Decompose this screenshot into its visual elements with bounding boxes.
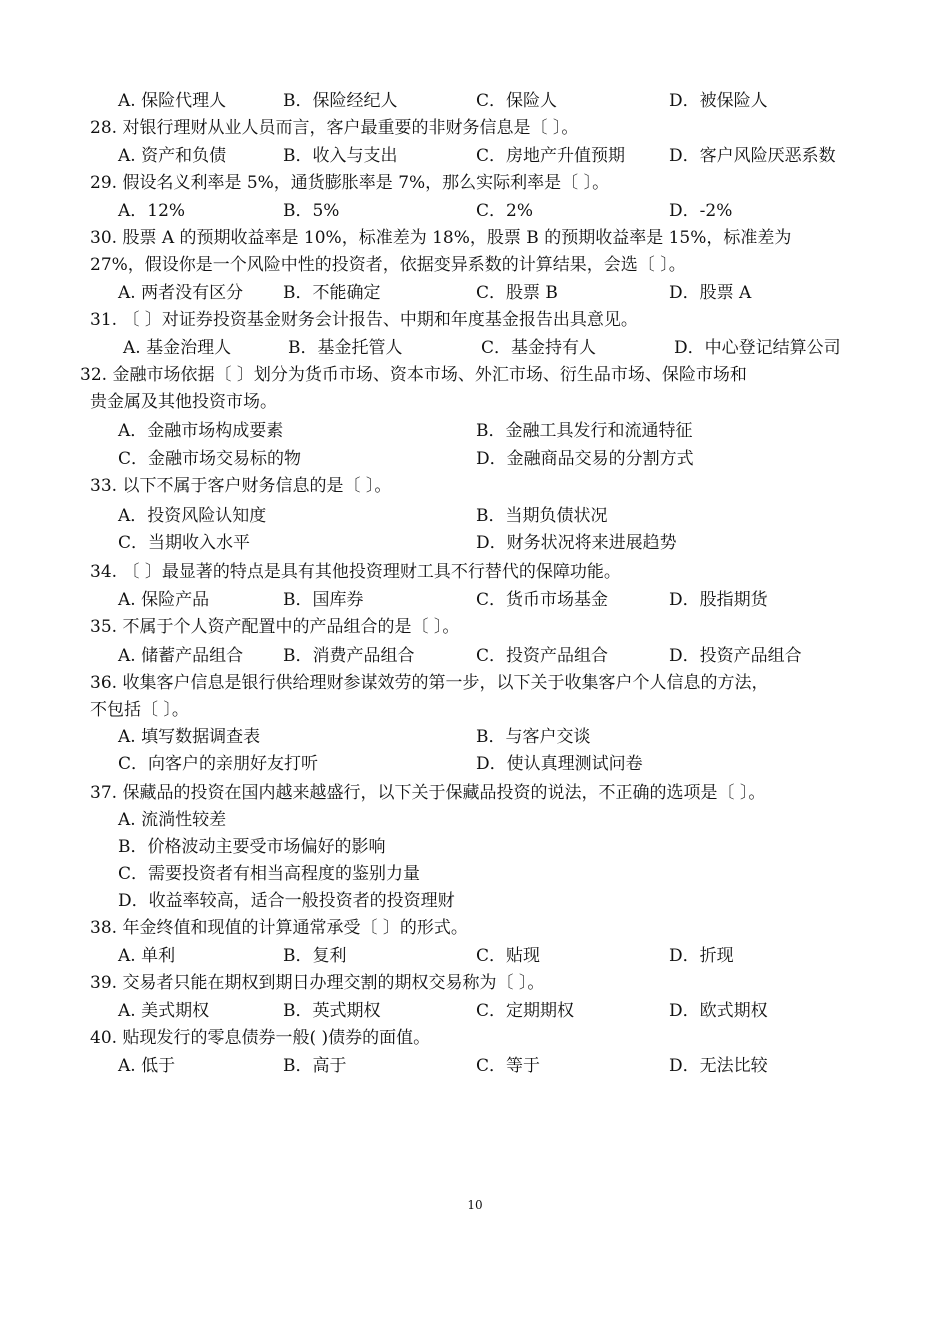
- answer-option: B．国库券: [283, 590, 364, 610]
- answer-option: A. 单利: [118, 946, 176, 966]
- answer-option: B．与客户交谈: [476, 727, 591, 747]
- question-text-content: 贵金属及其他投资市场。: [90, 392, 277, 412]
- page-number: 10: [467, 1198, 483, 1212]
- answer-option: A. 填写数据调查表: [118, 727, 261, 747]
- answer-option: C．基金持有人: [481, 338, 597, 358]
- question-text-content: 27%，假设你是一个风险中性的投资者，依据变异系数的计算结果，会选〔 〕。: [90, 255, 686, 275]
- answer-option: A. 基金治理人: [123, 338, 232, 358]
- answer-option: C．投资产品组合: [476, 646, 609, 666]
- answer-option: C．2%: [476, 201, 533, 221]
- question-text-content: 36. 收集客户信息是银行供给理财参谋效劳的第一步，以下关于收集客户个人信息的方法，: [90, 673, 769, 693]
- answer-option: C．货币市场基金: [476, 590, 609, 610]
- answer-option: A. 保险产品: [118, 590, 210, 610]
- question-text-content: 35. 不属于个人资产配置中的产品组合的是〔 〕。: [90, 617, 460, 637]
- answer-option: B．保险经纪人: [283, 91, 398, 111]
- answer-option: B．收入与支出: [283, 146, 398, 166]
- answer-option: D．投资产品组合: [669, 646, 802, 666]
- question-text-content: 30. 股票 A 的预期收益率是 10%，标准差为 18%，股票 B 的预期收益率是 15%，标准差为: [90, 228, 792, 248]
- answer-option: C．保险人: [476, 91, 558, 111]
- question-text-content: 34. 〔 〕最显著的特点是具有其他投资理财工具不行替代的保障功能。: [90, 562, 621, 582]
- answer-option: A. 流淌性较差: [118, 810, 227, 830]
- answer-option: D．客户风险厌恶系数: [669, 146, 836, 166]
- question-text-content: 39. 交易者只能在期权到期日办理交割的期权交易称为〔 〕。: [90, 973, 545, 993]
- answer-option: C．股票 B: [476, 283, 558, 303]
- answer-option: C．金融市场交易标的物: [118, 449, 302, 469]
- question-text-content: 38. 年金终值和现值的计算通常承受〔 〕的形式。: [90, 918, 468, 938]
- answer-option: B．当期负债状况: [476, 506, 608, 526]
- question-text-content: 28. 对银行理财从业人员而言，客户最重要的非财务信息是〔 〕。: [90, 118, 579, 138]
- answer-option: D．财务状况将来进展趋势: [476, 533, 677, 553]
- question-text-content: 40. 贴现发行的零息债券一般( )债券的面值。: [90, 1028, 431, 1048]
- answer-option: A. 两者没有区分: [118, 283, 244, 303]
- answer-option: C．当期收入水平: [118, 533, 251, 553]
- answer-option: A. 低于: [118, 1056, 176, 1076]
- answer-option: A. 保险代理人: [118, 91, 227, 111]
- answer-option: A. 资产和负债: [118, 146, 227, 166]
- answer-option: B．价格波动主要受市场偏好的影响: [118, 837, 386, 857]
- question-text-content: 37. 保藏品的投资在国内越来越盛行，以下关于保藏品投资的说法，不正确的选项是〔 〕。: [90, 783, 766, 803]
- question-text-content: 33. 以下不属于客户财务信息的是〔 〕。: [90, 476, 392, 496]
- answer-option: D．-2%: [669, 201, 733, 221]
- answer-option: D．折现: [669, 946, 734, 966]
- answer-option: A．12%: [118, 201, 186, 221]
- answer-option: B．5%: [283, 201, 340, 221]
- answer-option: A. 美式期权: [118, 1001, 210, 1021]
- answer-option: C．房地产升值预期: [476, 146, 626, 166]
- answer-option: C．定期期权: [476, 1001, 575, 1021]
- question-text-content: 不包括〔 〕。: [90, 700, 189, 720]
- answer-option: C．需要投资者有相当高程度的鉴别力量: [118, 864, 421, 884]
- answer-option: B．不能确定: [283, 283, 381, 303]
- answer-option: D．使认真理测试问卷: [476, 754, 643, 774]
- question-text-content: 29. 假设名义利率是 5%，通货膨胀率是 7%，那么实际利率是〔 〕。: [90, 173, 610, 193]
- answer-option: D．被保险人: [669, 91, 768, 111]
- answer-option: A．金融市场构成要素: [118, 421, 284, 441]
- answer-option: D．中心登记结算公司: [674, 338, 841, 358]
- answer-option: D．欧式期权: [669, 1001, 768, 1021]
- answer-option: D．收益率较高，适合一般投资者的投资理财: [118, 891, 455, 911]
- answer-option: A. 储蓄产品组合: [118, 646, 244, 666]
- question-text-content: 31. 〔 〕对证券投资基金财务会计报告、中期和年度基金报告出具意见。: [90, 310, 638, 330]
- answer-option: A．投资风险认知度: [118, 506, 267, 526]
- answer-option: B．高于: [283, 1056, 347, 1076]
- answer-option: D．股指期货: [669, 590, 768, 610]
- question-text-content: 32. 金融市场依据〔 〕划分为货币市场、资本市场、外汇市场、衍生品市场、保险市场和: [80, 365, 747, 385]
- answer-option: B．复利: [283, 946, 347, 966]
- answer-option: C．向客户的亲朋好友打听: [118, 754, 319, 774]
- answer-option: B．基金托管人: [288, 338, 403, 358]
- answer-option: D．股票 A: [669, 283, 752, 303]
- answer-option: C．贴现: [476, 946, 541, 966]
- answer-option: D．无法比较: [669, 1056, 768, 1076]
- answer-option: C．等于: [476, 1056, 541, 1076]
- answer-option: D．金融商品交易的分割方式: [476, 449, 694, 469]
- answer-option: B．消费产品组合: [283, 646, 415, 666]
- answer-option: B．金融工具发行和流通特征: [476, 421, 693, 441]
- answer-option: B．英式期权: [283, 1001, 381, 1021]
